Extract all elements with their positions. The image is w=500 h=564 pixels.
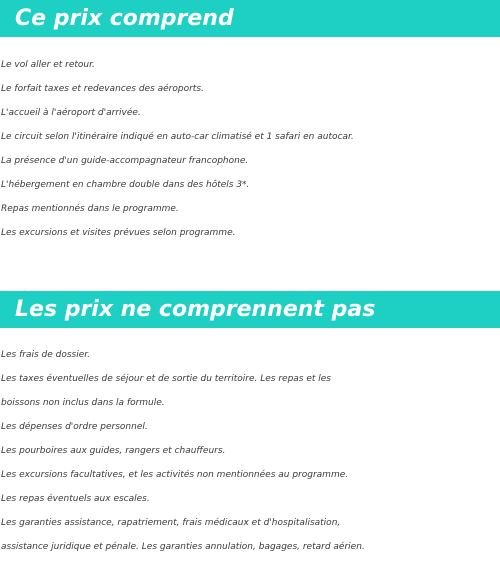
list-item: Les pourboires aux guides, rangers et chauffeurs. [1, 446, 226, 456]
list-item-continuation: assistance juridique et pénale. Les garanties annulation, bagages, retard aérien. [1, 542, 365, 552]
list-item: Le vol aller et retour. [1, 60, 95, 70]
list-item: Les garanties assistance, rapatriement, frais médicaux et d'hospitalisation, [1, 518, 341, 528]
list-item: Les frais de dossier. [1, 350, 91, 360]
list-item-continuation: boissons non inclus dans la formule. [1, 398, 165, 408]
section-title-excludes: Les prix ne comprennent pas [0, 291, 500, 328]
list-item: Les taxes éventuelles de séjour et de sortie du territoire. Les repas et les [1, 374, 331, 384]
list-item: Les excursions facultatives, et les activités non mentionnées au programme. [1, 470, 349, 480]
list-item: Les repas éventuels aux escales. [1, 494, 150, 504]
list-item: Les excursions et visites prévues selon programme. [1, 228, 236, 238]
list-item: Les dépenses d'ordre personnel. [1, 422, 148, 432]
section-title-includes: Ce prix comprend [0, 0, 500, 37]
list-item: Le circuit selon l'itinéraire indiqué en auto-car climatisé et 1 safari en autocar. [1, 132, 354, 142]
section-excludes [0, 291, 500, 559]
section-includes [0, 0, 500, 245]
list-item: L'hébergement en chambre double dans des hôtels 3*. [1, 180, 250, 190]
list-item: La présence d'un guide-accompagnateur francophone. [1, 156, 249, 166]
list-item: Repas mentionnés dans le programme. [1, 204, 179, 214]
list-item: Le forfait taxes et redevances des aéroports. [1, 84, 204, 94]
includes-list [0, 53, 500, 245]
list-item: L'accueil à l'aéroport d'arrivée. [1, 108, 141, 118]
excludes-list [0, 343, 500, 559]
